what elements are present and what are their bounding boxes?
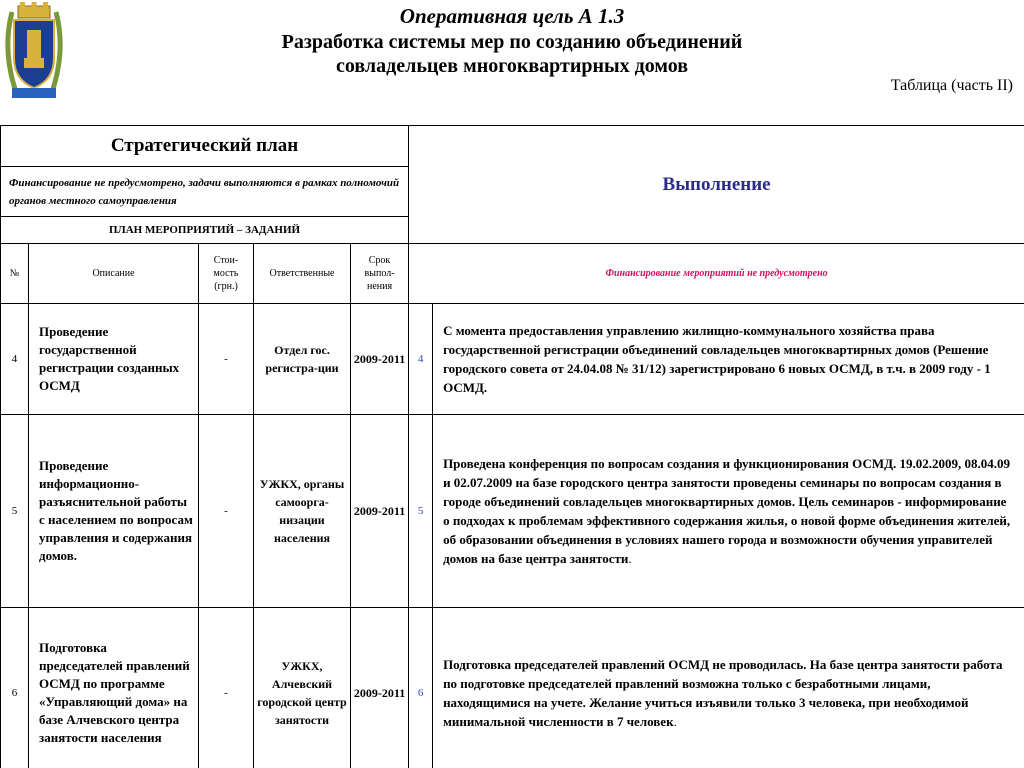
row-description: Подготовка председателей правлений ОСМД по программе «Управляющий дома» на базе Алчевского центра занятости населения bbox=[29, 608, 199, 768]
row-term: 2009-2011 bbox=[351, 608, 409, 768]
row-number-execution: 5 bbox=[409, 415, 433, 608]
page-title-line-1: Разработка системы мер по созданию объединений bbox=[281, 31, 743, 53]
row-number: 6 bbox=[1, 608, 29, 768]
col-header-cost: Стои- мость (грн.) bbox=[199, 244, 254, 304]
row-term: 2009-2011 bbox=[351, 415, 409, 608]
financing-note: Финансирование не предусмотрено, задачи выполняются в рамках полномочий органов местного самоуправления bbox=[1, 167, 409, 217]
column-header-row bbox=[1, 244, 1024, 304]
execution-heading: Выполнение bbox=[409, 126, 1024, 244]
row-number-execution: 6 bbox=[409, 608, 433, 768]
table-row bbox=[1, 608, 1024, 768]
row-result-text: Проведена конференция по вопросам создания и функционирования ОСМД. 19.02.2009, 08.04.09 и 02.07.2009 на базе городского центра занятости проведены семинары по вопросам создания в городе объединений совладельцев многоквартирных домов. Цель семинаров - информирование о подходах к проблемам эффективного содержания жилья, о новой форме объединения жителей, об образовании объединения в условиях нашего города и возможности обучения управителей домов на базе центра занятости bbox=[443, 456, 1011, 566]
plan-table bbox=[0, 125, 1024, 768]
row-number: 5 bbox=[1, 415, 29, 608]
row-cost: - bbox=[199, 304, 254, 415]
plan-label: ПЛАН МЕРОПРИЯТИЙ – ЗАДАНИЙ bbox=[1, 217, 409, 244]
row-result bbox=[433, 415, 1024, 608]
col-header-resp: Ответственные bbox=[254, 244, 351, 304]
strategic-plan-row bbox=[1, 126, 1024, 167]
row-term: 2009-2011 bbox=[351, 304, 409, 415]
row-number-execution: 4 bbox=[409, 304, 433, 415]
table-label: Таблица (часть II) bbox=[890, 77, 1013, 94]
table-row bbox=[1, 415, 1024, 608]
row-result bbox=[433, 608, 1024, 768]
page-title-line-2: совладельцев многоквартирных домов bbox=[335, 55, 689, 77]
row-cost: - bbox=[199, 608, 254, 768]
row-result bbox=[433, 304, 1024, 415]
row-result-tail: . bbox=[628, 551, 632, 566]
row-result-text: С момента предоставления управлению жилищно-коммунального хозяйства права государственной регистрации объединений совладельцев многоквартирных домов (Решение городского совета от 24.04.08 № 31/12) зарегистрировано 6 новых ОСМД, в т.ч. в 2009 году - 1 ОСМД. bbox=[443, 323, 991, 395]
col-header-desc: Описание bbox=[29, 244, 199, 304]
page-title bbox=[0, 30, 1024, 78]
table-row bbox=[1, 304, 1024, 415]
row-responsible: УЖКХ, Алчевский городской центр занятости bbox=[254, 608, 351, 768]
row-result-tail: . bbox=[673, 713, 677, 729]
emblem-ribbon bbox=[12, 88, 56, 98]
financing-execution-note: Финансирование мероприятий не предусмотрено bbox=[409, 244, 1024, 304]
row-responsible: УЖКХ, органы самоорга-низации населения bbox=[254, 415, 351, 608]
goal-heading: Оперативная цель А 1.3 bbox=[399, 4, 625, 28]
row-result-text: Подготовка председателей правлений ОСМД не проводилась. На базе центра занятости работа по подготовке председателей правлений возможна только с безработными лицами, находящимися на учете. Желание учиться изъявили только 3 человека, при необходимой минимальной численности в 7 человек bbox=[443, 656, 1003, 729]
row-responsible: Отдел гос. регистра-ции bbox=[254, 304, 351, 415]
strategic-plan-heading: Стратегический план bbox=[1, 126, 409, 167]
row-description: Проведение информационно-разъяснительной работы с населением по вопросам управления и содержания домов. bbox=[29, 415, 199, 608]
col-header-num: № bbox=[1, 244, 29, 304]
row-cost: - bbox=[199, 415, 254, 608]
col-header-term: Срок выпол- нения bbox=[351, 244, 409, 304]
row-number: 4 bbox=[1, 304, 29, 415]
row-description: Проведение государственной регистрации созданных ОСМД bbox=[29, 304, 199, 415]
